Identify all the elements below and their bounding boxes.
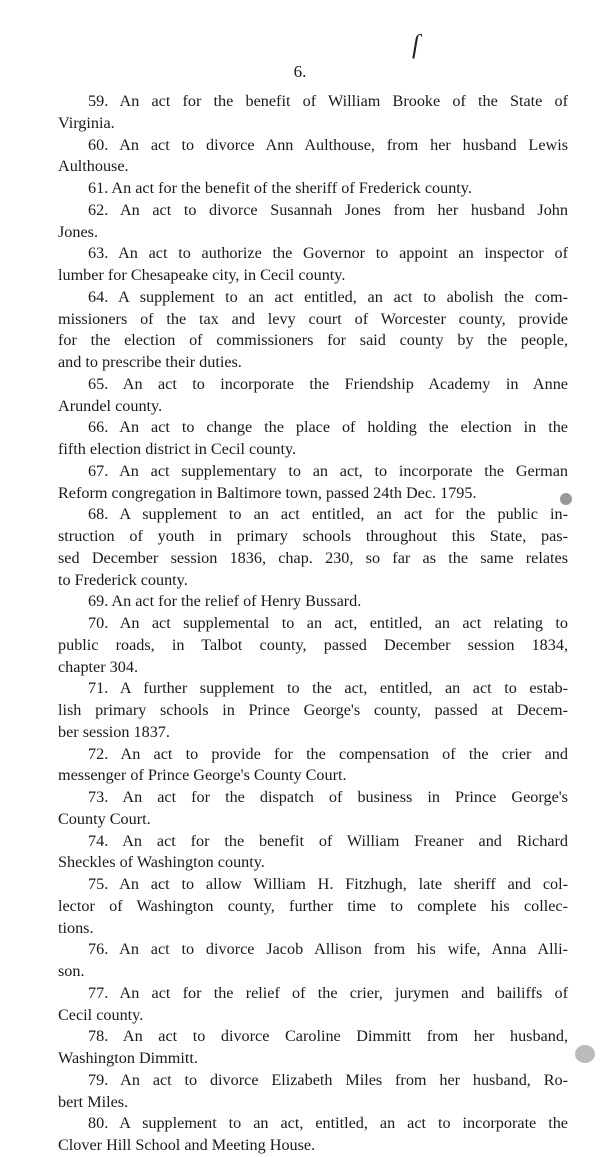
act-list xyxy=(58,91,568,1157)
text-line: 71. A further supplement to the act, entitled, an act to estab- xyxy=(88,679,568,698)
text-line: Clover Hill School and Meeting House. xyxy=(58,1136,316,1154)
list-item xyxy=(58,787,568,831)
text-line: 62. An act to divorce Susannah Jones from her husband John xyxy=(88,200,568,219)
text-line: 66. An act to change the place of holding the election in the xyxy=(88,418,568,437)
text-line: 63. An act to authorize the Governor to appoint an inspector of xyxy=(88,244,568,263)
text-line: 65. An act to incorporate the Friendship Academy in Anne xyxy=(88,374,568,393)
list-item xyxy=(58,831,568,875)
text-line: 74. An act for the benefit of William Freaner and Richard xyxy=(88,831,568,850)
text-line: lish primary schools in Prince George's county, passed at Decem- xyxy=(58,701,568,719)
text-line: Washington Dimmitt. xyxy=(58,1049,198,1067)
list-item xyxy=(58,135,568,179)
text-line: and to prescribe their duties. xyxy=(58,353,242,371)
list-item xyxy=(58,591,568,613)
list-item xyxy=(58,504,568,591)
text-line: public roads, in Talbot county, passed December session 1834, xyxy=(58,635,568,654)
text-line: 60. An act to divorce Ann Aulthouse, from her husband Lewis xyxy=(88,135,568,154)
text-line: tions. xyxy=(58,918,94,937)
page-number: 6. xyxy=(293,62,307,81)
text-line: 59. An act for the benefit of William Brooke of the State of xyxy=(88,92,568,110)
list-item xyxy=(58,91,568,135)
text-line: struction of youth in primary schools throughout this State, pas- xyxy=(58,527,568,545)
text-line: 78. An act to divorce Caroline Dimmitt from her husband, xyxy=(88,1027,568,1046)
text-line: lumber for Chesapeake city, in Cecil county. xyxy=(58,266,346,284)
text-line: 61. An act for the benefit of the sheriff of Frederick county. xyxy=(88,179,472,197)
text-line: for the election of commissioners for said county by the people, xyxy=(58,331,568,350)
text-line: 70. An act supplemental to an act, entitled, an act relating to xyxy=(88,614,568,632)
list-item xyxy=(58,983,568,1027)
list-item xyxy=(58,1113,568,1157)
text-line: missioners of the tax and levy court of Worcester county, provide xyxy=(58,309,568,328)
list-item xyxy=(58,178,568,200)
text-line: bert Miles. xyxy=(58,1092,129,1111)
text-line: 80. A supplement to an act, entitled, an act to incorporate the xyxy=(88,1114,568,1133)
text-line: 64. A supplement to an act entitled, an act to abolish the com- xyxy=(88,287,568,306)
text-line: chapter 304. xyxy=(58,657,139,676)
list-item xyxy=(58,1070,568,1114)
text-line: 77. An act for the relief of the crier, jurymen and bailiffs of xyxy=(88,983,568,1002)
text-line: County Court. xyxy=(58,809,151,828)
text-line: Sheckles of Washington county. xyxy=(58,853,265,872)
list-item xyxy=(58,417,568,461)
text-line: 72. An act to provide for the compensation of the crier and xyxy=(88,744,568,763)
text-line: ber session 1837. xyxy=(58,722,170,741)
list-item xyxy=(58,200,568,244)
list-item xyxy=(58,1026,568,1070)
list-item xyxy=(58,613,568,678)
text-line: son. xyxy=(58,962,85,980)
text-line: messenger of Prince George's County Court. xyxy=(58,766,347,785)
list-item xyxy=(58,243,568,287)
handwritten-mark: ſ xyxy=(412,30,420,59)
text-line: Reform congregation in Baltimore town, passed 24th Dec. 1795. xyxy=(58,483,477,502)
text-line: to Frederick county. xyxy=(58,570,188,589)
text-line: fifth election district in Cecil county. xyxy=(58,440,297,458)
text-line: 67. An act supplementary to an act, to incorporate the German xyxy=(88,461,568,480)
text-line: Arundel county. xyxy=(58,396,163,415)
text-line: 75. An act to allow William H. Fitzhugh, late sheriff and col- xyxy=(88,875,568,893)
text-line: 76. An act to divorce Jacob Allison from his wife, Anna Alli- xyxy=(88,940,568,959)
text-line: 68. A supplement to an act entitled, an act for the public in- xyxy=(88,505,568,524)
list-item xyxy=(58,461,568,505)
ink-blot xyxy=(560,493,572,505)
text-line: Virginia. xyxy=(58,113,115,132)
text-line: 79. An act to divorce Elizabeth Miles from her husband, Ro- xyxy=(88,1070,568,1089)
list-item xyxy=(58,678,568,743)
list-item xyxy=(58,939,568,983)
text-line: Jones. xyxy=(58,222,99,241)
paper-stain xyxy=(575,1045,595,1063)
text-line: sed December session 1836, chap. 230, so far as the same relates xyxy=(58,548,568,567)
text-line: 69. An act for the relief of Henry Bussard. xyxy=(88,592,362,611)
list-item xyxy=(58,287,568,374)
list-item xyxy=(58,374,568,418)
text-line: 73. An act for the dispatch of business in Prince George's xyxy=(88,788,568,806)
text-line: Cecil county. xyxy=(58,1005,144,1024)
list-item xyxy=(58,874,568,939)
text-line: lector of Washington county, further time to complete his collec- xyxy=(58,896,568,915)
list-item xyxy=(58,744,568,788)
text-line: Aulthouse. xyxy=(58,157,129,176)
